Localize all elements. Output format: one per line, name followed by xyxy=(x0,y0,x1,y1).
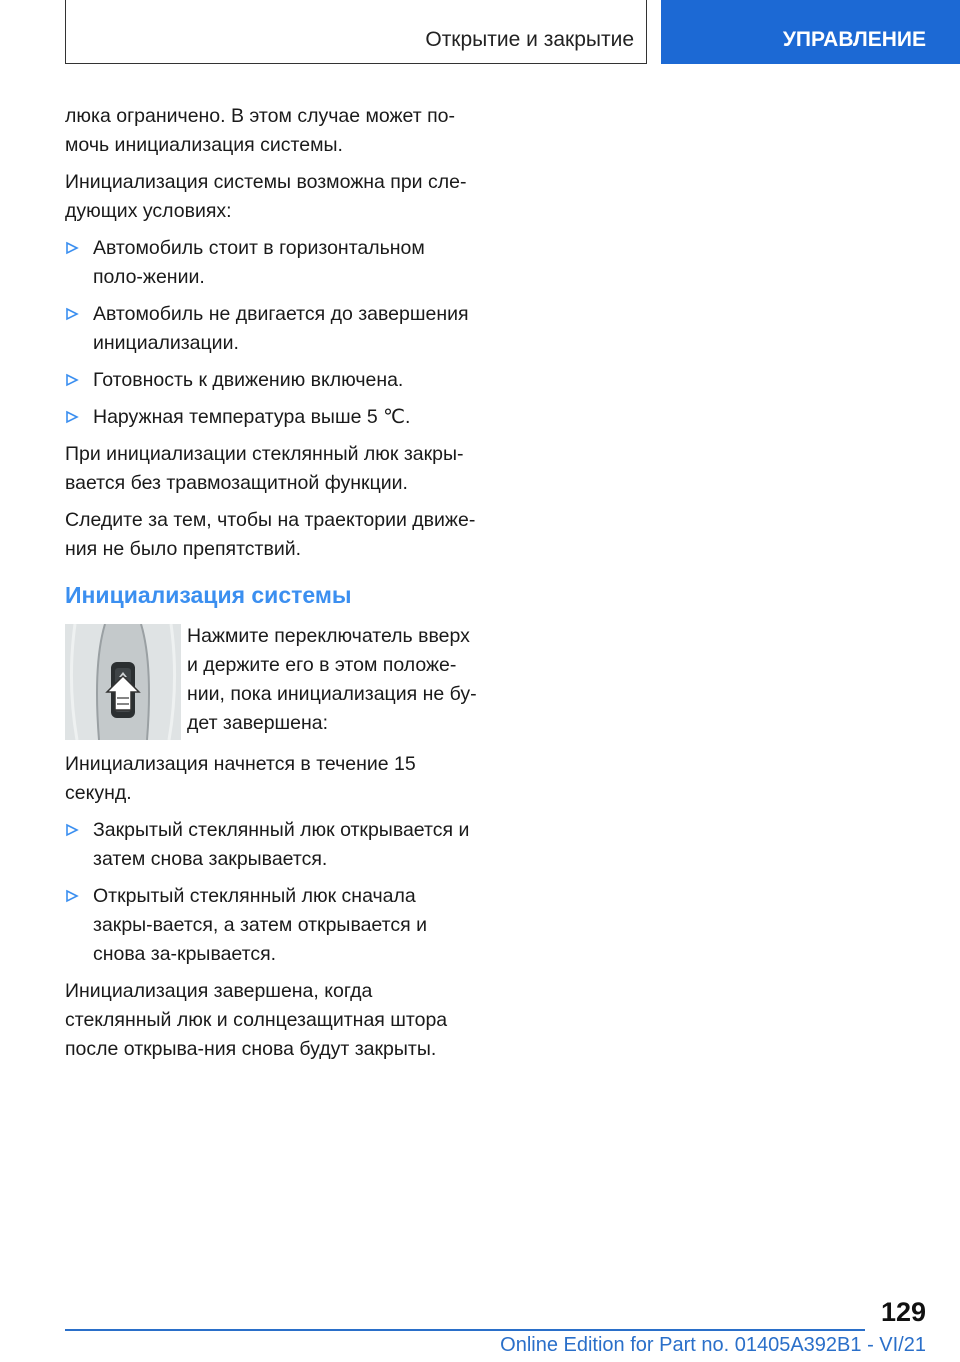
figure-row xyxy=(65,622,480,740)
paragraph: Следите за тем, чтобы на траектории движе-ния не было препятствий. xyxy=(65,509,476,560)
paragraph: При инициализации стеклянный люк закры-вается без травмозащитной функции. xyxy=(65,443,464,494)
bullet-triangle-icon xyxy=(65,889,79,903)
list-item xyxy=(65,882,480,969)
list-item xyxy=(65,366,480,395)
list-item xyxy=(65,403,480,432)
chapter-title: УПРАВЛЕНИЕ xyxy=(782,28,926,51)
list-item-text: Открытый стеклянный люк сначала закры-вается, а затем открывается и снова за-крывается. xyxy=(93,885,427,965)
roof-switch-illustration-icon xyxy=(65,624,181,740)
header-box xyxy=(65,0,647,64)
paragraph: Инициализация завершена, когда стеклянный люк и солнцезащитная штора после открыва-ния снова будут закрыты. xyxy=(65,980,448,1060)
main-content xyxy=(65,102,480,1072)
footer-divider xyxy=(65,1329,865,1331)
list-item-text: Готовность к движению включена. xyxy=(93,369,404,391)
page-number: 129 xyxy=(880,1297,926,1327)
list-item xyxy=(65,300,480,358)
figure-caption: Нажмите переключатель вверх и держите его в этом положе-нии, пока инициализация не бу-дет завершена: xyxy=(187,625,477,734)
list-item-text: Автомобиль стоит в горизонтальном поло-жении. xyxy=(93,237,425,288)
bullet-triangle-icon xyxy=(65,373,79,387)
paragraph: Инициализация начнется в течение 15 секунд. xyxy=(65,753,416,804)
bullet-triangle-icon xyxy=(65,823,79,837)
section-heading: Инициализация системы xyxy=(65,582,352,608)
list-item-text: Наружная температура выше 5 ℃. xyxy=(93,406,411,428)
list-item-text: Закрытый стеклянный люк открывается и затем снова закрывается. xyxy=(93,819,470,870)
list-item-text: Автомобиль не двигается до завершения инициализации. xyxy=(93,303,469,354)
footer-edition: Online Edition for Part no. 01405A392B1 - VI/21 xyxy=(500,1334,926,1356)
bullet-triangle-icon xyxy=(65,307,79,321)
bullet-triangle-icon xyxy=(65,241,79,255)
list-item xyxy=(65,816,480,874)
paragraph: люка ограничено. В этом случае может по-мочь инициализация системы. xyxy=(65,105,455,156)
paragraph: Инициализация системы возможна при сле-дующих условиях: xyxy=(65,171,467,222)
chapter-tab xyxy=(661,0,960,64)
section-title: Открытие и закрытие xyxy=(425,28,634,51)
bullet-triangle-icon xyxy=(65,410,79,424)
list-item xyxy=(65,234,480,292)
